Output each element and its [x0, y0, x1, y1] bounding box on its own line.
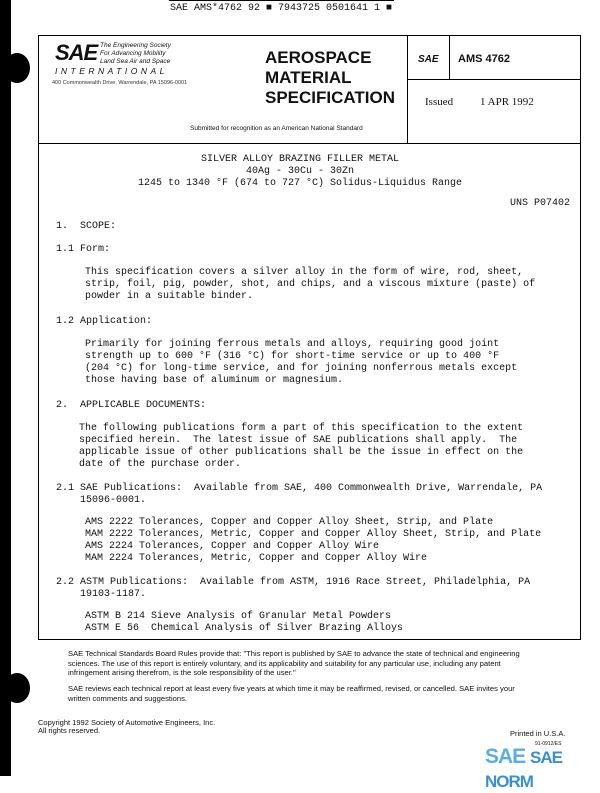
punch-hole	[4, 53, 30, 83]
form-code: 91-0912/ES	[535, 741, 562, 747]
issued-label: Issued	[425, 96, 454, 108]
section-1-1-heading: 1.1 Form:	[56, 244, 111, 255]
punch-hole	[4, 673, 30, 703]
rules-notice: SAE Technical Standards Board Rules provide that: "This report is published by SAE to advance the state of technical and engineering sciences. The use of this report is entirely voluntary, and its applicability and suitability for any particular use, including any patent infringement arising therefrom, is the sole responsibility of the user."	[68, 649, 520, 677]
scan-header: SAE AMS*4762 92 ■ 7943725 0501641 1 ■	[170, 3, 393, 14]
international-label: INTERNATIONAL	[55, 66, 168, 76]
document-title: SILVER ALLOY BRAZING FILLER METAL 40Ag - 30Cu - 30Zn 1245 to 1340 °F (674 to 727 °C) Solidus-Liquidus Range	[137, 154, 463, 189]
review-notice: SAE reviews each technical report at least every five years at which time it may be reaffirmed, revised, or cancelled. SAE invites your written comments and suggestions.	[68, 684, 515, 703]
section-1-2-heading: 1.2 Application:	[56, 316, 153, 327]
section-2-text: The following publications form a part of this specification to the extent specified herein. The latest issue of SAE publications shall apply. The applicable issue of other publications shall be the issue in effect on the date of the purchase order.	[79, 423, 524, 470]
section-1-heading: 1. SCOPE:	[56, 221, 117, 232]
section-1-1-text: This specification covers a silver alloy in the form of wire, rod, sheet, strip, foil, pig, powder, shot, and chips, and a viscous mixture (paste) of powder in a suitable binder.	[85, 267, 536, 302]
section-2-2-heading: 2.2 ASTM Publications: Available from ASTM, 1916 Race Street, Philadelphia, PA 19103-1187.	[56, 577, 531, 600]
printed-in: Printed in U.S.A.	[510, 729, 566, 738]
sae-norm-watermark: SAE SAE NORM	[485, 745, 562, 791]
astm-publications-list: ASTM B 214 Sieve Analysis of Granular Metal Powders ASTM E 56 Chemical Analysis of Silver Brazing Alloys	[85, 611, 404, 634]
uns-number: UNS P07402	[510, 198, 571, 209]
document-number: AMS 4762	[458, 53, 510, 65]
society-tagline: The Engineering Society For Advancing Mobility Land Sea Air and Space	[100, 42, 171, 65]
section-1-2-text: Primarily for joining ferrous metals and alloys, requiring good joint strength up to 600 °F (316 °C) for short-time service or up to 400 °F (204 °C) for long-time service, and for joining nonferrous metals except those having base of aluminum or magnesium.	[85, 339, 518, 386]
section-2-1-heading: 2.1 SAE Publications: Available from SAE, 400 Commonwealth Drive, Warrendale, PA 15096-0001.	[56, 483, 543, 506]
section-2-heading: 2. APPLICABLE DOCUMENTS:	[56, 400, 207, 411]
issued-date: 1 APR 1992	[480, 96, 534, 108]
sae-logo: SAE	[55, 40, 98, 65]
sae-publications-list: AMS 2222 Tolerances, Copper and Copper Alloy Sheet, Strip, and Plate MAM 2222 Tolerances, Metric, Copper and Copper Alloy Sheet, Strip, and Plate AMS 2224 Tolerances, Copper and Copper Alloy Wire MAM 2224 Tolerances, Metric, Copper and Copper Alloy Wire	[85, 517, 542, 564]
scan-margin	[0, 0, 11, 776]
main-box	[38, 142, 581, 640]
document-type: AEROSPACE MATERIAL SPECIFICATION	[265, 48, 396, 107]
address: 400 Commonwealth Drive, Warrendale, PA 15096-0001	[52, 80, 188, 86]
copyright: Copyright 1992 Society of Automotive Engineers, Inc. All rights reserved.	[38, 718, 216, 735]
submitted-note: Submitted for recognition as an American National Standard	[190, 125, 363, 132]
sae-small-logo: SAE	[418, 54, 439, 65]
